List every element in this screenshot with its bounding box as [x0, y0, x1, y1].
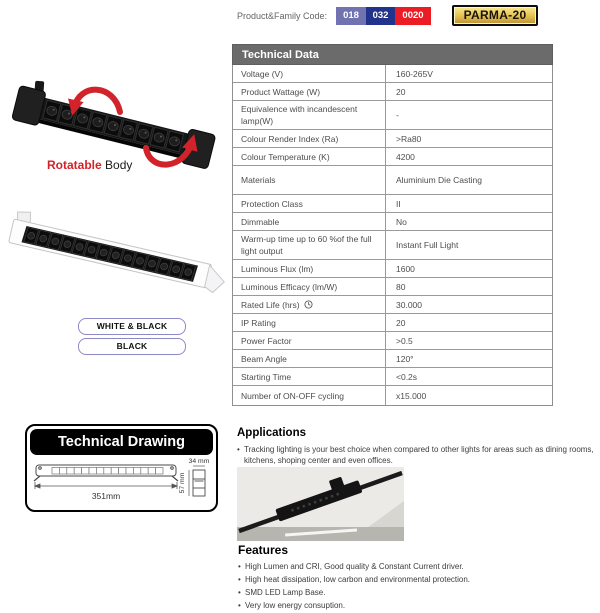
- table-row-value: II: [396, 198, 401, 209]
- product-family-code-badge: [336, 7, 431, 25]
- table-row-label: IP Rating: [233, 314, 386, 331]
- list-item-text: High heat dissipation, low carbon and environmental protection.: [245, 575, 471, 584]
- list-item: [238, 574, 588, 585]
- clock-icon: [304, 300, 313, 309]
- body-word: Body: [101, 158, 133, 172]
- table-row: [233, 277, 552, 295]
- table-row: [233, 100, 552, 129]
- table-row-value: <0.2s: [396, 371, 418, 382]
- table-row-value: >Ra80: [396, 133, 422, 144]
- table-row: [233, 367, 552, 385]
- table-row: [233, 331, 552, 349]
- table-row-value: 80: [396, 281, 406, 292]
- applications-list: [237, 444, 595, 468]
- model-name-badge: PARMA-20: [452, 5, 538, 26]
- table-row-label: Product Wattage (W): [233, 83, 386, 100]
- drawing-length-label: 351mm: [91, 491, 121, 501]
- table-row-value: 1600: [396, 263, 415, 274]
- variant-badges: [78, 318, 186, 358]
- table-row: [233, 212, 552, 230]
- table-row-value: -: [396, 110, 399, 120]
- table-row-value: Instant Full Light: [396, 240, 459, 250]
- technical-drawing-title: Technical Drawing: [30, 429, 213, 455]
- technical-drawing-box: [25, 424, 218, 512]
- table-row-label: Equivalence with incandescent lamp(W): [233, 101, 386, 129]
- technical-data-table: [232, 44, 553, 406]
- table-row-label: Luminous Flux (lm): [233, 260, 386, 277]
- table-row: [233, 147, 552, 165]
- table-row: [233, 349, 552, 367]
- table-row-value: >0.5: [396, 335, 413, 346]
- table-row-label: Protection Class: [233, 195, 386, 212]
- table-row-label: Beam Angle: [233, 350, 386, 367]
- code-segment-family: 032: [366, 7, 395, 25]
- bullet-icon: •: [237, 445, 240, 454]
- list-item: [238, 587, 588, 598]
- table-row-label: Number of ON-OFF cycling: [233, 386, 386, 405]
- applications-title: Applications: [237, 427, 307, 439]
- code-segment-item: 0020: [395, 7, 431, 25]
- features-list: [238, 561, 588, 613]
- code-segment-product: 018: [336, 7, 366, 25]
- list-item: [238, 600, 588, 611]
- variant-badge-white-black: WHITE & BLACK: [78, 318, 186, 335]
- table-row-value: 20: [396, 317, 406, 328]
- drawing-height-label: 57 mm: [179, 472, 186, 494]
- table-row-label: Warm-up time up to 60 %of the full light output: [233, 231, 386, 259]
- table-row-label: Voltage (V): [233, 65, 386, 82]
- rotatable-body-label: [47, 158, 132, 172]
- table-row: [233, 230, 552, 259]
- table-row-label: Starting Time: [233, 368, 386, 385]
- list-item: [238, 561, 588, 572]
- white-product-image: [0, 203, 232, 303]
- table-row-value: 120°: [396, 353, 414, 364]
- table-row: [233, 259, 552, 277]
- rotatable-word: Rotatable: [47, 158, 102, 172]
- table-row-value: Aluminium Die Casting: [396, 175, 482, 185]
- table-row-label: Colour Temperature (K): [233, 148, 386, 165]
- table-row: [233, 313, 552, 331]
- bullet-icon: •: [238, 601, 241, 610]
- table-title: Technical Data: [232, 44, 553, 65]
- table-row-value: 160-265V: [396, 68, 433, 79]
- table-row-label: Colour Render Index (Ra): [233, 130, 386, 147]
- table-row-label: Rated Life (hrs): [233, 296, 386, 313]
- variant-badge-black: BLACK: [78, 338, 186, 355]
- list-item-text: Tracking lighting is your best choice when compared to other lights for areas such as dining rooms, kitchens, shoping center and even offices.: [244, 445, 594, 465]
- table-row: [233, 295, 552, 313]
- table-row-value: x15.000: [396, 390, 427, 401]
- drawing-width-label: 34 mm: [188, 458, 210, 465]
- table-row-value: 30.000: [396, 299, 422, 310]
- table-row-label: Power Factor: [233, 332, 386, 349]
- table-row-value: 4200: [396, 151, 415, 162]
- technical-drawing-figure: [30, 455, 213, 508]
- bullet-icon: •: [238, 575, 241, 584]
- list-item-text: Very low energy consuption.: [245, 601, 346, 610]
- product-family-code-label: Product&Family Code:: [237, 11, 328, 21]
- list-item-text: High Lumen and CRI, Good quality & Constant Current driver.: [245, 562, 464, 571]
- table-row: [233, 129, 552, 147]
- bullet-icon: •: [238, 562, 241, 571]
- table-row: [233, 165, 552, 194]
- features-title: Features: [238, 543, 289, 557]
- table-row: [233, 385, 552, 405]
- list-item: [237, 444, 595, 466]
- table-row: [233, 65, 552, 82]
- bullet-icon: •: [238, 588, 241, 597]
- table-row-label: Materials: [233, 166, 386, 194]
- application-photo: [237, 467, 404, 541]
- table-row-value: No: [396, 216, 407, 227]
- table-row-value: 20: [396, 86, 406, 97]
- table-row: [233, 194, 552, 212]
- table-rows: [232, 65, 553, 406]
- table-row: [233, 82, 552, 100]
- table-row-label: Dimmable: [233, 213, 386, 230]
- table-row-label: Luminous Efficacy (lm/W): [233, 278, 386, 295]
- list-item-text: SMD LED Lamp Base.: [245, 588, 326, 597]
